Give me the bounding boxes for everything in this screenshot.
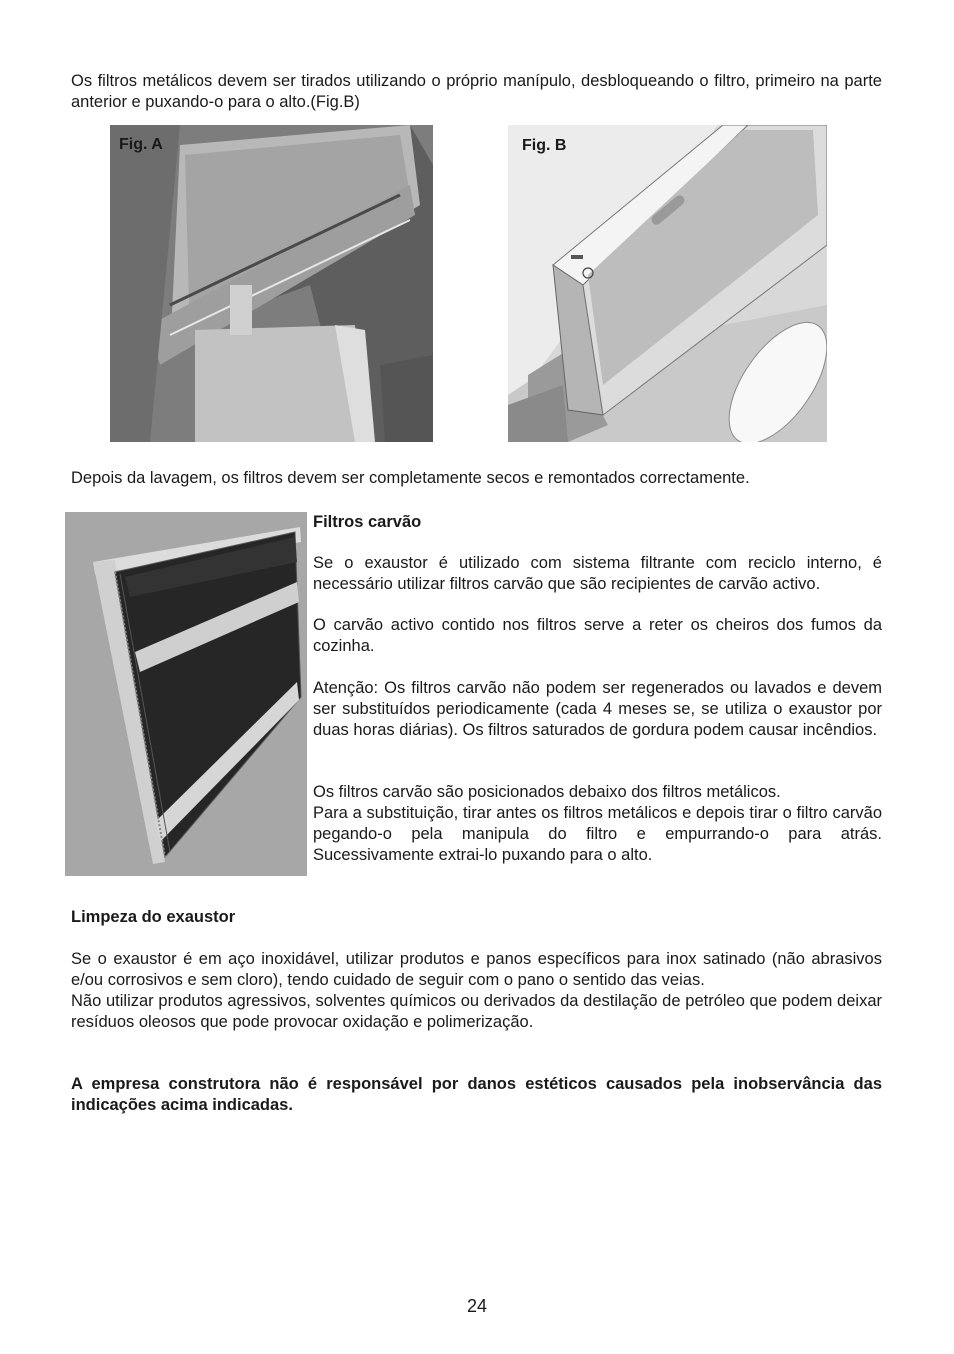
figure-a-label: Fig. A — [119, 136, 163, 153]
carbon-paragraph-1: Se o exaustor é utilizado com sistema filtrante com reciclo interno, é necessário utilizar filtros carvão que são recipientes de carvão activo. — [313, 554, 882, 593]
after-wash-paragraph: Depois da lavagem, os filtros devem ser completamente secos e remontados correctamente. — [71, 469, 750, 487]
figure-b-illustration — [508, 125, 827, 442]
carbon-paragraph-4: Os filtros carvão são posicionados debaixo dos filtros metálicos. — [313, 783, 781, 801]
figure-a-photo — [110, 125, 433, 442]
figure-a-illustration — [110, 125, 433, 442]
figure-b-label: Fig. B — [522, 137, 567, 154]
page-number: 24 — [466, 1296, 488, 1316]
cleaning-paragraph-1: Se o exaustor é em aço inoxidável, utilizar produtos e panos específicos para inox satinado (não abrasivos e/ou corrosivos e sem cloro), tendo cuidado de seguir com o pano o sentido das veias. — [71, 950, 882, 989]
carbon-filter-photo — [65, 512, 307, 876]
disclaimer: A empresa construtora não é responsável por danos estéticos causados pela inobservância das indicações acima indicadas. — [71, 1075, 882, 1114]
carbon-paragraph-5: Para a substituição, tirar antes os filtros metálicos e depois tirar o filtro carvão pegando-o pela manipula do filtro e empurrando-o para atrás. Sucessivamente extrai-lo puxando para o alto. — [313, 804, 882, 864]
carbon-filter-illustration — [65, 512, 307, 876]
cleaning-paragraph-2: Não utilizar produtos agressivos, solventes químicos ou derivados da destilação de petróleo que podem deixar resíduos oleosos que pode provocar oxidação e polimerização. — [71, 992, 882, 1031]
intro-paragraph: Os filtros metálicos devem ser tirados utilizando o próprio manípulo, desbloqueando o filtro, primeiro na parte anterior e puxando-o para o alto.(Fig.B) — [71, 72, 882, 111]
figure-b-photo — [508, 125, 827, 442]
cleaning-heading: Limpeza do exaustor — [71, 908, 236, 926]
carbon-heading: Filtros carvão — [313, 513, 422, 531]
carbon-paragraph-3: Atenção: Os filtros carvão não podem ser regenerados ou lavados e devem ser substituídos periodicamente (cada 4 meses se, se utiliza o exaustor por duas horas diárias). Os filtros saturados de gordura podem causar incêndios. — [313, 679, 882, 739]
carbon-paragraph-2: O carvão activo contido nos filtros serve a reter os cheiros dos fumos da cozinha. — [313, 616, 882, 655]
